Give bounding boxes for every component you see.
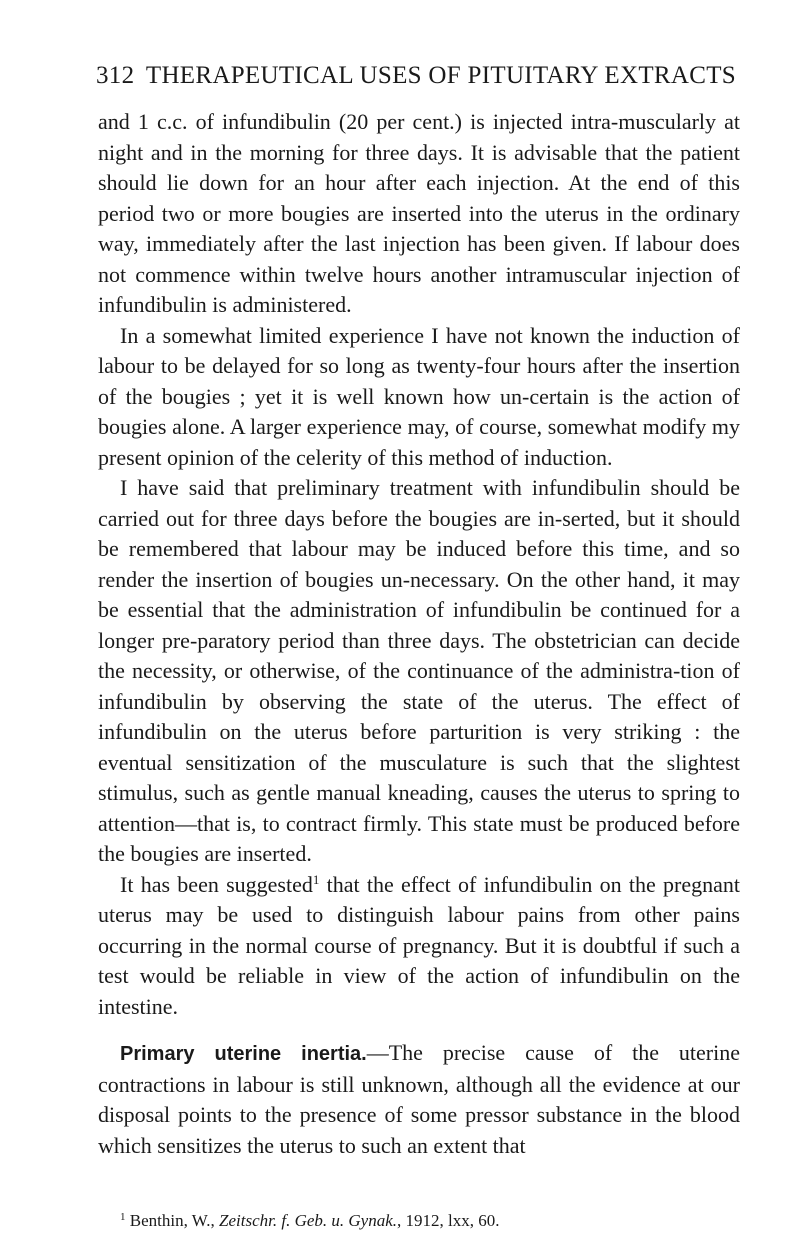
footnote-author: Benthin, W.,	[129, 1211, 220, 1230]
running-title: THERAPEUTICAL USES OF PITUITARY EXTRACTS	[145, 62, 736, 89]
paragraph-1: and 1 c.c. of infundibulin (20 per cent.) is injected intra-muscularly at night and in the morning for three days. It is advisable that the patient should lie down for an hour after each injection. At the end of this period two or more bougies are inserted into the uterus in the ordinary way, immediately after the last injection has been given. If labour does not commence within twelve hours another intramuscular injection of infundibulin is administered.	[98, 109, 740, 317]
footnote	[98, 1210, 740, 1232]
footnote-details: , 1912, lxx, 60.	[397, 1211, 500, 1230]
paragraph-3: I have said that preliminary treatment with infundibulin should be carried out for three days before the bougies are in-serted, but it should be remembered that labour may be induced before this time, and so render the insertion of bougies un-necessary. On the other hand, it may be essential that the administration of infundibulin be continued for a longer pre-paratory period than three days. The obstetrician can decide the necessity, or otherwise, of the continuance of the administra-tion of infundibulin by observing the state of the uterus. The effect of infundibulin on the uterus before parturition is very striking : the eventual sensitization of the musculature is such that the slightest stimulus, such as gentle manual kneading, causes the uterus to spring to attention—that is, to contract firmly. This state must be produced before the bougies are inserted.	[98, 475, 740, 866]
paragraph-5-text: —The precise cause of the uterine contractions in labour is still unknown, although all the evidence at our disposal points to the presence of some pressor substance in the blood which sensitizes the uterus to such an extent that	[98, 1040, 740, 1158]
paragraph-4-rest: that the effect of infundibulin on the pregnant uterus may be used to distinguish labour pains from other pains occurring in the normal course of pregnancy. But it is doubtful if such a test would be reliable in view of the action of infundibulin on the intestine.	[98, 871, 740, 1019]
body-text	[98, 107, 740, 1161]
paragraph-4	[98, 870, 740, 1023]
paragraph-5	[98, 1038, 740, 1161]
running-head	[96, 60, 736, 92]
paragraph-2: In a somewhat limited experience I have not known the induction of labour to be delayed for so long as twenty-four hours after the insertion of the bougies ; yet it is well known how un-certain is the action of bougies alone. A larger experience may, of course, somewhat modify my present opinion of the celerity of this method of induction.	[98, 322, 740, 470]
section-heading: Primary uterine inertia.	[120, 1043, 367, 1065]
footnote-reference: 1	[312, 871, 320, 887]
footnote-journal: Zeitschr. f. Geb. u. Gynak.	[219, 1211, 398, 1230]
page-number: 312	[96, 62, 135, 89]
footnote-marker: 1	[120, 1211, 126, 1223]
paragraph-4-start: It has been suggested	[120, 871, 313, 897]
